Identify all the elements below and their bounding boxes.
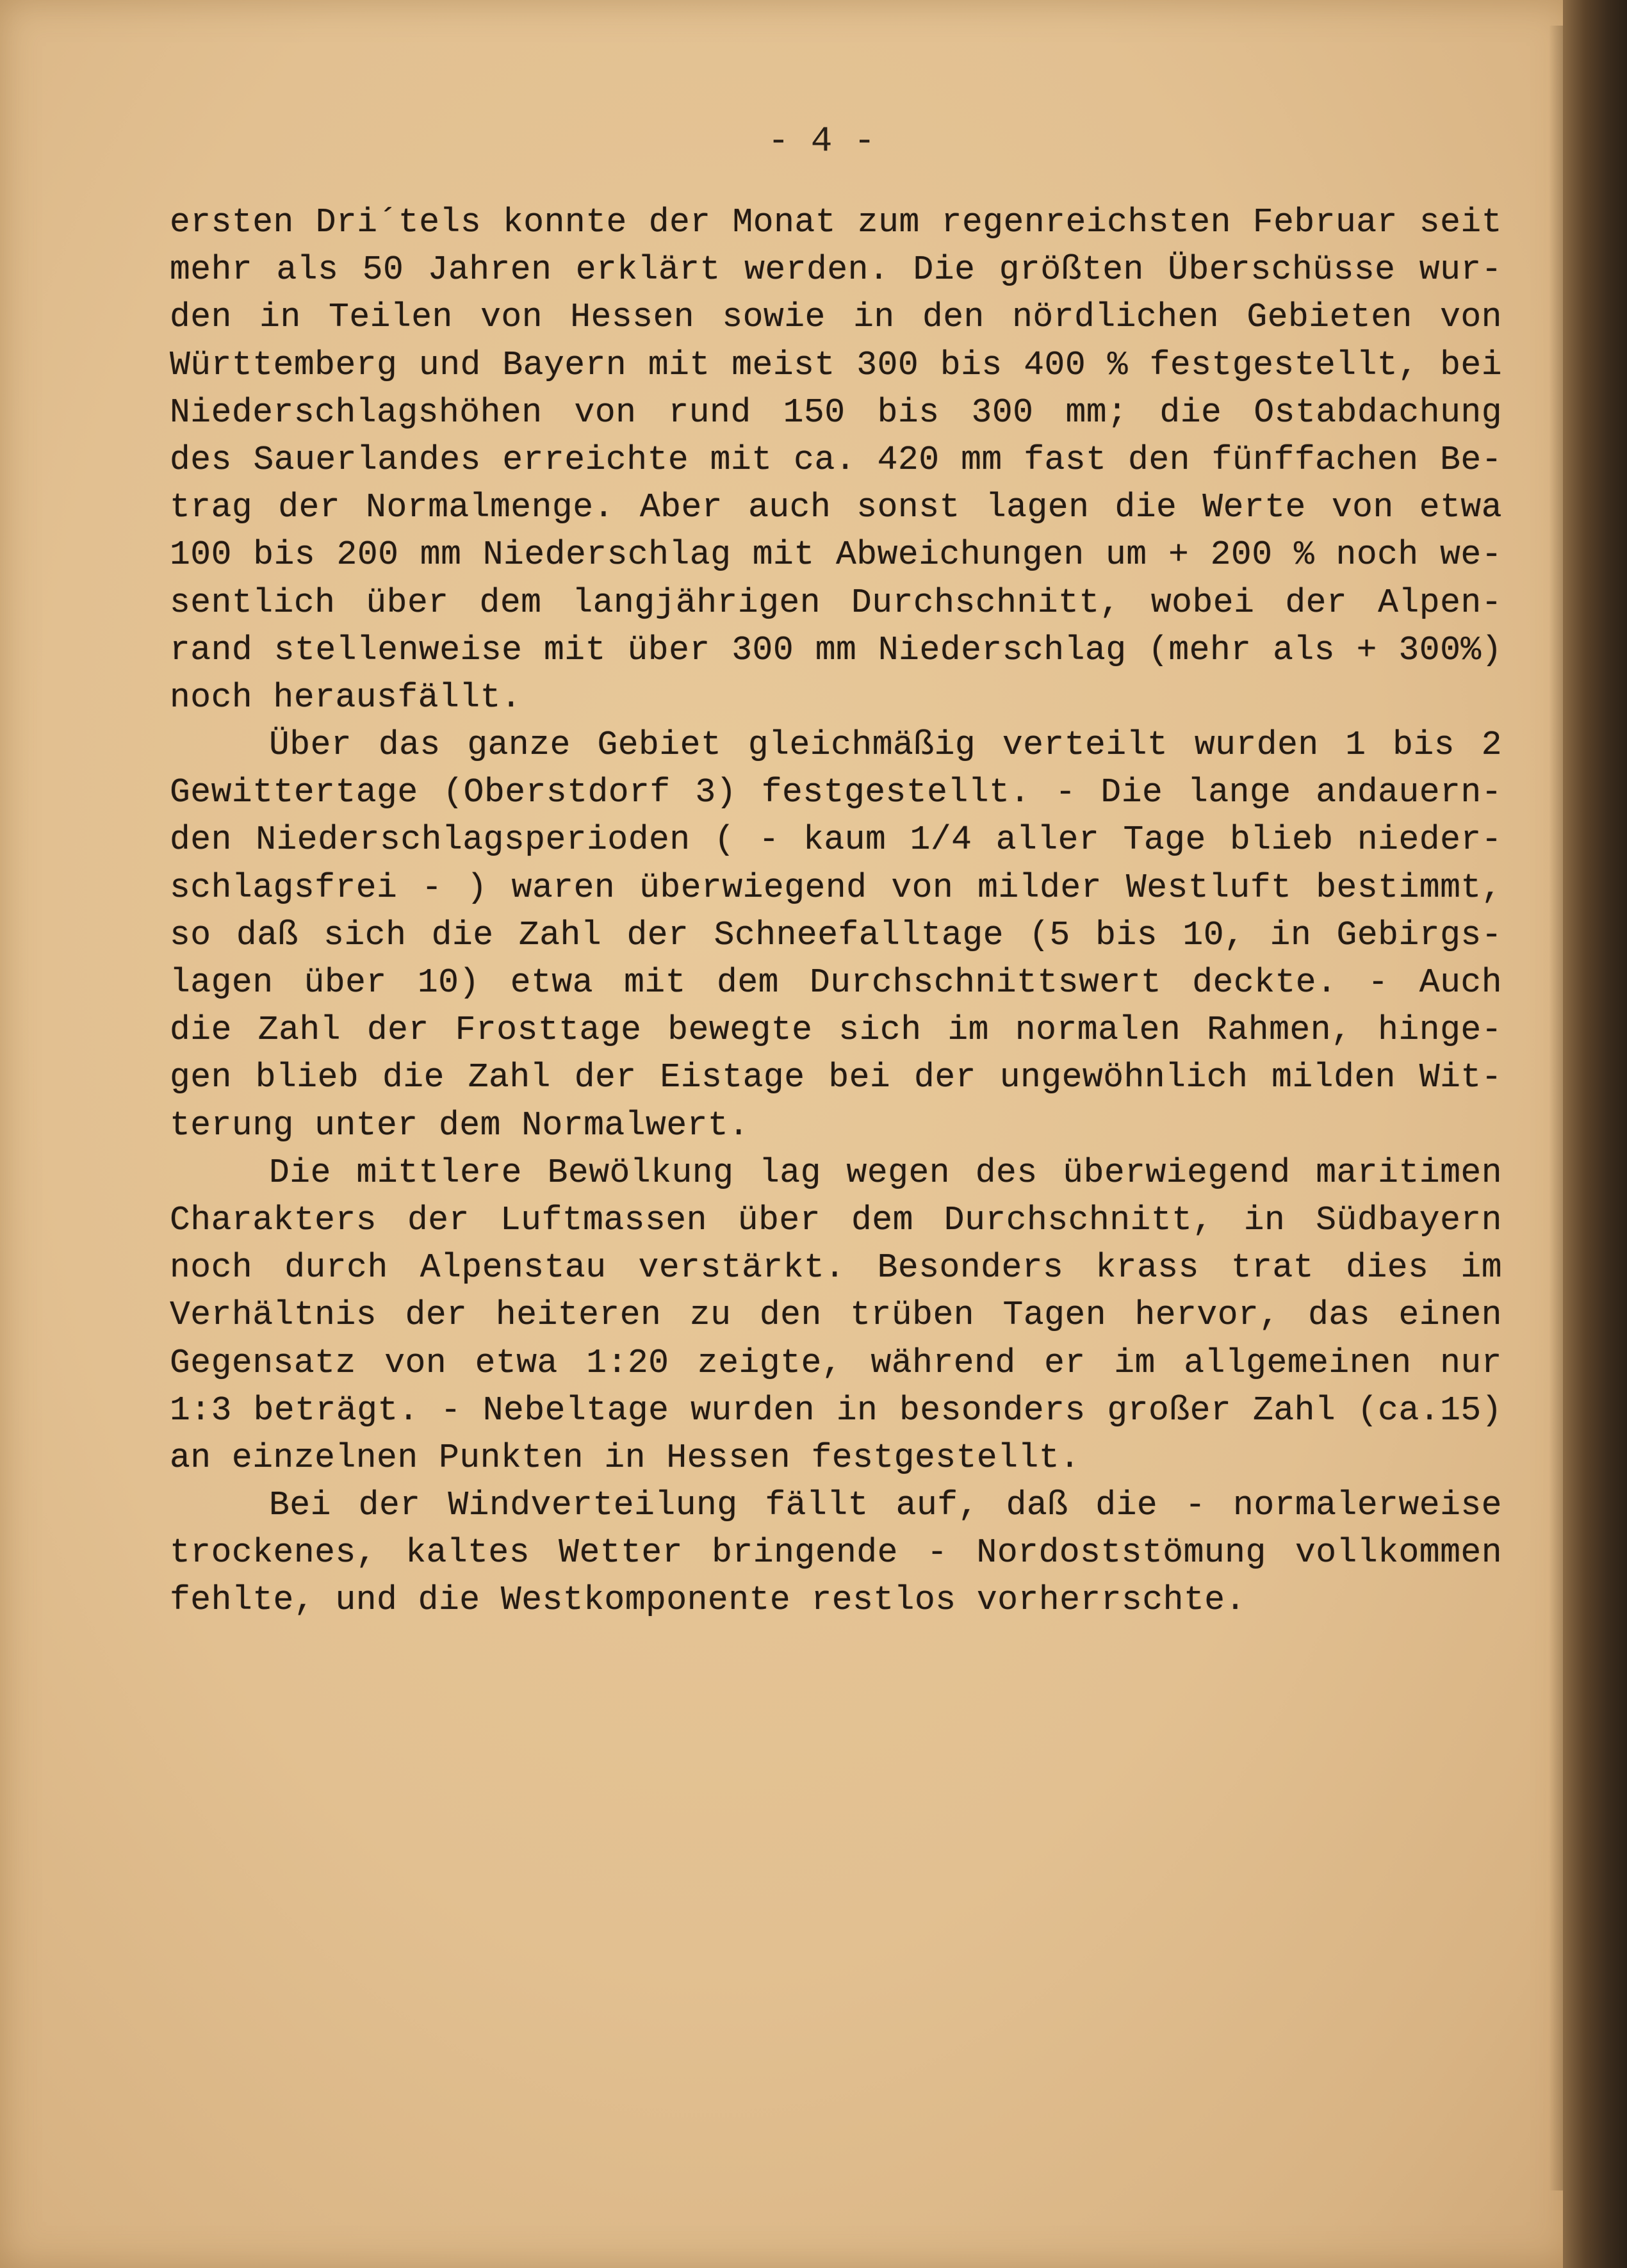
text-line: Verhältnis der heiteren zu den trüben Tagen hervor, das einen xyxy=(170,1296,1502,1335)
text-line: Gegensatz von etwa 1:20 zeigte, während er im allgemeinen nur xyxy=(170,1343,1502,1382)
text-line: den Niederschlagsperioden ( - kaum 1/4 aller Tage blieb nieder- xyxy=(170,820,1502,860)
text-line: Charakters der Luftmassen über dem Durchschnitt, in Südbayern xyxy=(170,1200,1502,1239)
text-line: Die mittlere Bewölkung lag wegen des überwiegend maritimen xyxy=(269,1153,1502,1192)
paragraph-1 xyxy=(170,199,1502,721)
text-line: 1:3 beträgt. - Nebeltage wurden in besonders großer Zahl (ca.15) xyxy=(170,1391,1502,1430)
paragraph-2 xyxy=(170,721,1502,1149)
paragraph-3 xyxy=(170,1149,1502,1481)
body-text xyxy=(170,199,1502,1624)
text-line: den in Teilen von Hessen sowie in den nördlichen Gebieten von xyxy=(170,298,1502,337)
text-line: Gewittertage (Oberstdorf 3) festgestellt. - Die lange andauern- xyxy=(170,773,1502,812)
book-binding xyxy=(1563,0,1627,2268)
text-line: Niederschlagshöhen von rund 150 bis 300 mm; die Ostabdachung xyxy=(170,393,1502,432)
text-line: Bei der Windverteilung fällt auf, daß die - normalerweise xyxy=(269,1486,1502,1525)
text-line: an einzelnen Punkten in Hessen festgestellt. xyxy=(170,1438,1081,1477)
text-line: rand stellenweise mit über 300 mm Niederschlag (mehr als + 300%) xyxy=(170,630,1502,669)
paragraph-4 xyxy=(170,1481,1502,1624)
text-line: lagen über 10) etwa mit dem Durchschnittswert deckte. - Auch xyxy=(170,963,1502,1002)
text-line: sentlich über dem langjährigen Durchschnitt, wobei der Alpen- xyxy=(170,583,1502,622)
text-line: so daß sich die Zahl der Schneefalltage (5 bis 10, in Gebirgs- xyxy=(170,915,1502,954)
text-line: trockenes, kaltes Wetter bringende - Nordoststömung vollkommen xyxy=(170,1533,1502,1572)
text-line: schlagsfrei - ) waren überwiegend von milder Westluft bestimmt, xyxy=(170,868,1502,907)
text-line: 100 bis 200 mm Niederschlag mit Abweichungen um + 200 % noch we- xyxy=(170,535,1502,575)
text-line: fehlte, und die Westkomponente restlos vorherrschte. xyxy=(170,1581,1246,1620)
page-number: - 4 - xyxy=(767,120,876,161)
text-line: Württemberg und Bayern mit meist 300 bis 400 % festgestellt, bei xyxy=(170,345,1502,384)
text-line: die Zahl der Frosttage bewegte sich im normalen Rahmen, hinge- xyxy=(170,1011,1502,1050)
text-line: des Sauerlandes erreichte mit ca. 420 mm fast den fünffachen Be- xyxy=(170,440,1502,479)
text-line: ersten Dri´tels konnte der Monat zum regenreichsten Februar seit xyxy=(170,203,1502,241)
text-line: mehr als 50 Jahren erklärt werden. Die größten Überschüsse wur- xyxy=(170,250,1502,290)
text-line: noch durch Alpenstau verstärkt. Besonders krass trat dies im xyxy=(170,1248,1502,1287)
text-line: gen blieb die Zahl der Eistage bei der ungewöhnlich milden Wit- xyxy=(170,1058,1502,1097)
text-line: noch herausfällt. xyxy=(170,678,522,717)
text-line: terung unter dem Normalwert. xyxy=(170,1105,749,1145)
text-line: Über das ganze Gebiet gleichmäßig verteilt wurden 1 bis 2 xyxy=(269,726,1502,765)
text-line: trag der Normalmenge. Aber auch sonst lagen die Werte von etwa xyxy=(170,488,1502,527)
